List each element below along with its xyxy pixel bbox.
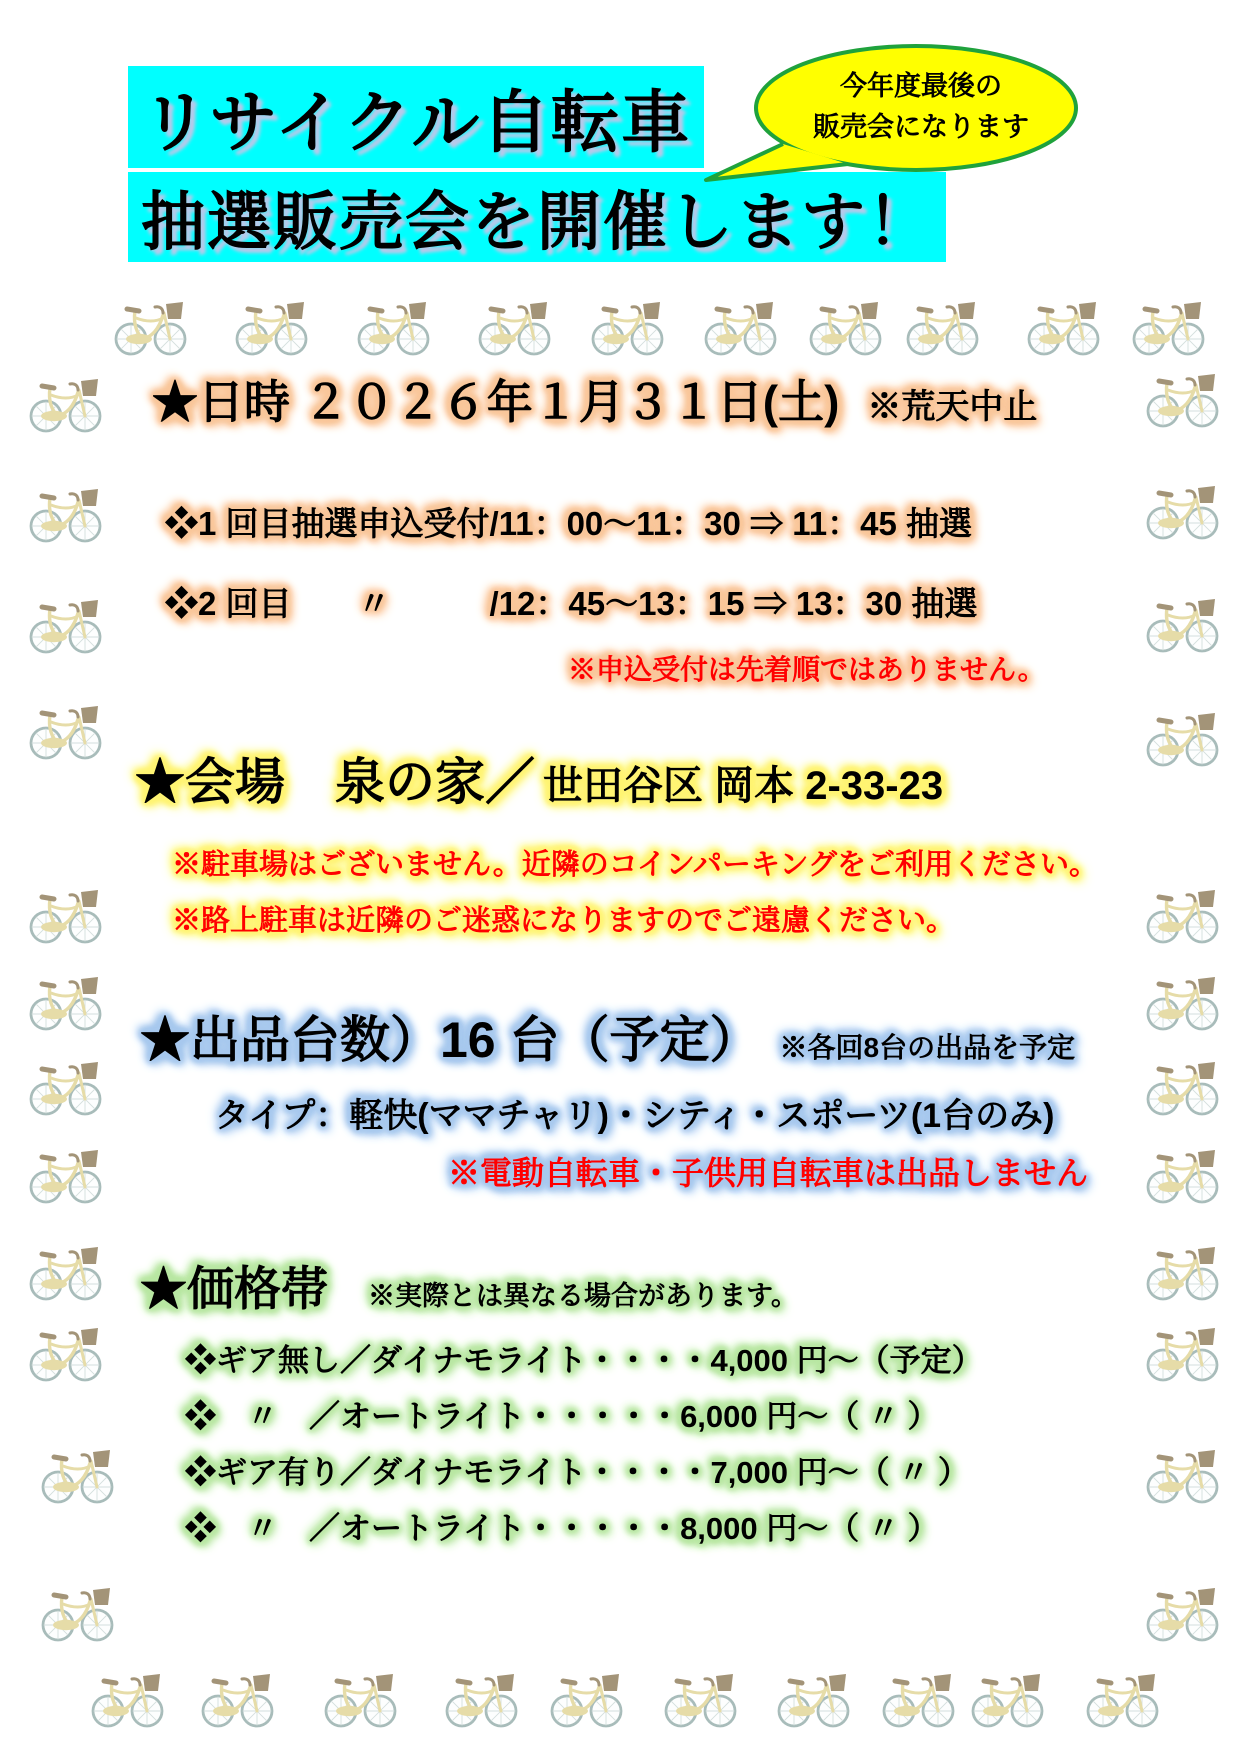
bicycle-icon bbox=[1145, 480, 1219, 542]
bicycle-icon bbox=[1145, 368, 1219, 430]
bicycle-icon bbox=[28, 700, 102, 762]
bicycle-icon bbox=[1145, 1241, 1219, 1303]
bicycle-icon bbox=[1145, 1144, 1219, 1206]
price-item: ❖ 〃 ／オートライト・・・・・6,000 円～（ 〃 ） bbox=[185, 1399, 939, 1434]
bicycle-icon bbox=[477, 296, 551, 358]
bicycle-icon bbox=[40, 1444, 114, 1506]
bicycle-icon bbox=[28, 483, 102, 545]
section-datetime-heading bbox=[152, 366, 1037, 432]
section-lineup-heading bbox=[140, 1000, 1075, 1072]
bicycle-icon bbox=[703, 296, 777, 358]
price-note: ※実際とは異なる場合があります。 bbox=[368, 1281, 798, 1311]
bicycle-icon bbox=[1145, 884, 1219, 946]
bicycle-icon bbox=[28, 1144, 102, 1206]
bubble-line2: 販売会になります bbox=[813, 111, 1029, 142]
bicycle-icon bbox=[1145, 1322, 1219, 1384]
round1-line: ❖1 回目抽選申込受付/11：00～11：30 ⇒ 11：45 抽選 bbox=[165, 505, 972, 542]
price-item: ❖ 〃 ／オートライト・・・・・8,000 円～（ 〃 ） bbox=[185, 1511, 939, 1546]
bicycle-icon bbox=[1131, 296, 1205, 358]
bicycle-icon bbox=[905, 296, 979, 358]
bicycle-icon bbox=[1145, 1582, 1219, 1644]
event-title-line1: リサイクル自転車 bbox=[140, 84, 692, 161]
lineup-note: ※各回8台の出品を予定 bbox=[779, 1032, 1076, 1063]
bicycle-icon bbox=[590, 296, 664, 358]
bicycle-icon bbox=[1145, 971, 1219, 1033]
bicycle-icon bbox=[28, 1322, 102, 1384]
price-item: ❖ギア無し／ダイナモライト・・・・4,000 円～（予定） bbox=[185, 1343, 983, 1378]
exclusion-warning: ※電動自転車・子供用自転車は出品しません bbox=[448, 1155, 1089, 1191]
bicycle-icon bbox=[663, 1668, 737, 1730]
round2-line: ❖2 回目 〃 /12：45～13：15 ⇒ 13：30 抽選 bbox=[165, 585, 978, 622]
bicycle-icon bbox=[776, 1668, 850, 1730]
lineup-label: ★出品台数）16 台（予定） bbox=[140, 1012, 760, 1068]
bicycle-icon bbox=[28, 971, 102, 1033]
parking-note-1: ※駐車場はございません。近隣のコインパーキングをご利用ください。 bbox=[172, 849, 1098, 881]
bicycle-icon bbox=[808, 296, 882, 358]
venue-label: ★会場 泉の家／ bbox=[135, 754, 535, 810]
section-venue-heading bbox=[135, 742, 943, 814]
bicycle-icon bbox=[28, 1056, 102, 1118]
application-warning: ※申込受付は先着順ではありません。 bbox=[568, 654, 1046, 685]
bicycle-icon bbox=[1026, 296, 1100, 358]
bicycle-icon bbox=[40, 1582, 114, 1644]
event-title-line2: 抽選販売会を開催します！ bbox=[141, 186, 933, 258]
section-prices-heading bbox=[140, 1252, 798, 1319]
bicycle-icon bbox=[234, 296, 308, 358]
bicycle-icon bbox=[28, 884, 102, 946]
bicycle-icon bbox=[28, 594, 102, 656]
bike-types-line: タイプ：軽快(ママチャリ)・シティ・スポーツ(1台のみ) bbox=[215, 1097, 1055, 1135]
weather-note: ※荒天中止 bbox=[867, 388, 1038, 426]
bicycle-icon bbox=[1145, 1444, 1219, 1506]
bicycle-icon bbox=[1145, 1056, 1219, 1118]
bicycle-icon bbox=[881, 1668, 955, 1730]
bicycle-icon bbox=[90, 1668, 164, 1730]
parking-note-2: ※路上駐車は近隣のご迷惑になりますのでご遠慮ください。 bbox=[172, 905, 956, 937]
price-item: ❖ギア有り／ダイナモライト・・・・7,000 円～（ 〃 ） bbox=[185, 1455, 969, 1490]
bicycle-icon bbox=[356, 296, 430, 358]
bicycle-icon bbox=[970, 1668, 1044, 1730]
bubble-line1: 今年度最後の bbox=[840, 71, 1002, 101]
bicycle-icon bbox=[113, 296, 187, 358]
bicycle-icon bbox=[444, 1668, 518, 1730]
event-title-primary bbox=[128, 66, 704, 168]
bicycle-icon bbox=[549, 1668, 623, 1730]
price-label: ★価格帯 bbox=[140, 1262, 328, 1315]
bicycle-icon bbox=[1145, 593, 1219, 655]
datetime-label: ★日時 ２０２６年１月３１日(土) bbox=[152, 376, 840, 428]
bicycle-icon bbox=[28, 373, 102, 435]
venue-address: 世田谷区 岡本 2-33-23 bbox=[543, 764, 944, 808]
bicycle-icon bbox=[200, 1668, 274, 1730]
bicycle-icon bbox=[323, 1668, 397, 1730]
bicycle-icon bbox=[1085, 1668, 1159, 1730]
bicycle-icon bbox=[1145, 707, 1219, 769]
speech-bubble-text bbox=[756, 66, 1086, 147]
bicycle-icon bbox=[28, 1241, 102, 1303]
